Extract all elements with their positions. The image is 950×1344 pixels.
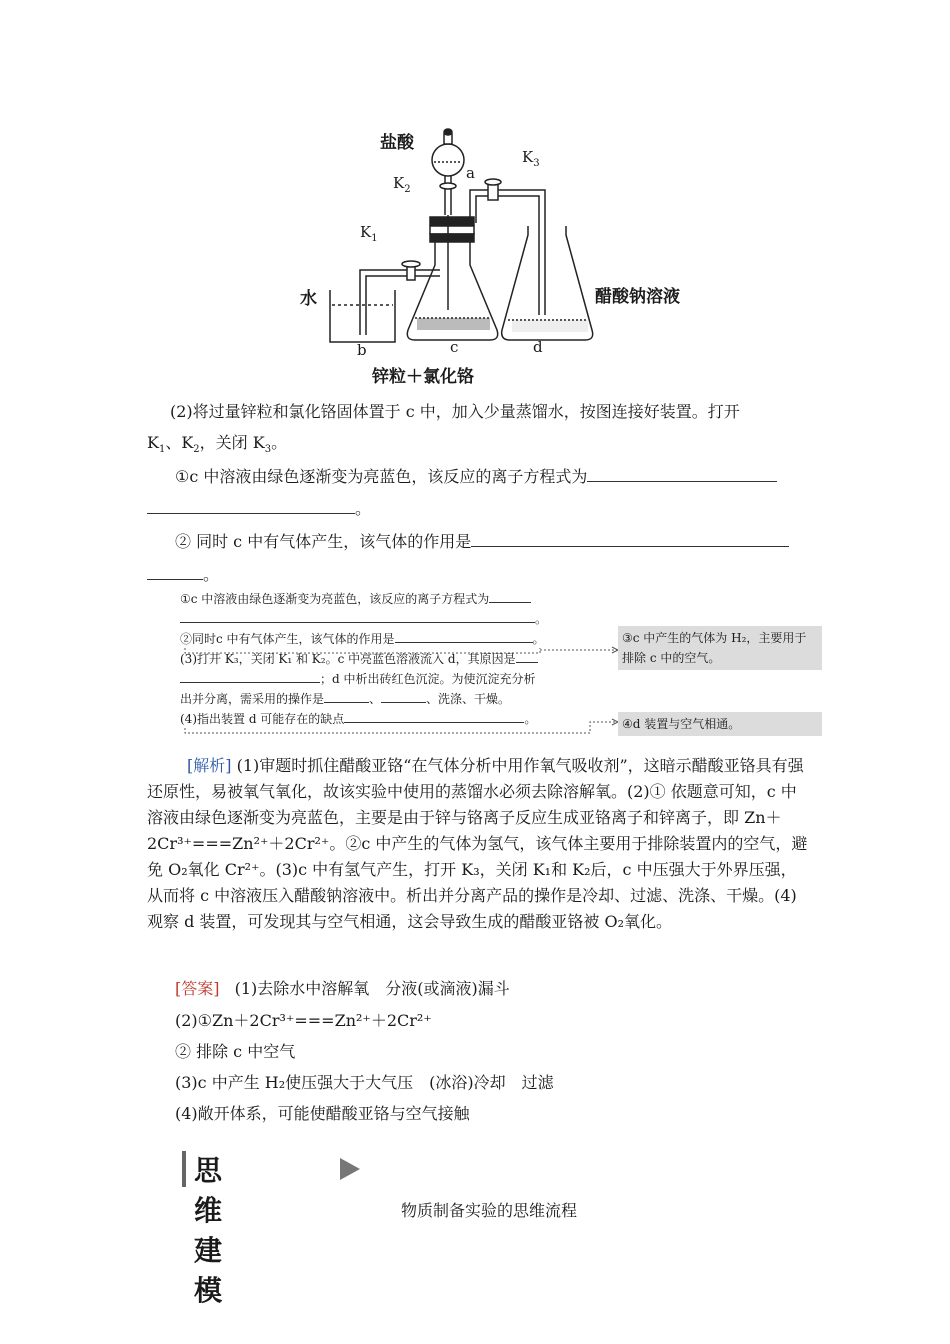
- apparatus-diagram: [290, 120, 710, 385]
- label-hcl: 盐酸: [380, 133, 414, 153]
- label-d: d: [533, 338, 543, 356]
- annotated-excerpt: ①c 中溶液由绿色逐渐变为亮蓝色，该反应的离子方程式为 。 ②同时c 中有气体产生，该气体的作用是 。 (3)打开 K₃，关闭 K₁ 和 K₂。c 中亮蓝色溶液流入 d，其原因是 ；d 中析出砖红色沉淀。为使沉淀充分析 出并分离，需采用的操作是 、 、洗涤、干燥。 (4)指出装置 d 可能存在的缺点 。: [180, 590, 600, 735]
- answer-line4: (3)c 中产生 H₂使压强大于大气压 (冰浴)冷却 过滤: [175, 1073, 554, 1092]
- label-zinc-chromium-chloride: 锌粒＋氯化铬: [372, 367, 474, 387]
- label-k1: $K_1$: [360, 223, 378, 244]
- answer-line2: (2)①Zn＋2Cr³⁺===Zn²⁺＋2Cr²⁺: [175, 1011, 432, 1030]
- answer-line1: [答案] (1)去除水中溶解氧 分液(或滴液)漏斗: [175, 979, 510, 998]
- play-triangle-icon: [338, 1156, 362, 1182]
- label-k2: $K_2$: [393, 174, 411, 195]
- question2-item2: ② 同时 c 中有气体产生，该气体的作用是: [175, 530, 789, 552]
- apparatus-drawing: [290, 120, 710, 385]
- question2-line2: $K_1$、$K_2$，关闭 $K_3$。: [147, 433, 288, 456]
- analysis-paragraph: [147, 753, 809, 935]
- analysis-text: (1)审题时抓住醋酸亚铬“在气体分析中用作氧气吸收剂”，这暗示醋酸亚铬具有强还原性，易被氧气氧化，故该实验中使用的蒸馏水必须去除溶解氧。(2)① 依题意可知，c 中溶液由绿色逐渐变为亮蓝色，主要是由于锌与铬离子反应生成亚铬离子和锌离子，即 Zn＋2Cr³⁺===Zn²⁺＋2Cr²⁺。②c 中产生的气体为氢气，该气体主要用于排除装置内的空气，避免 O₂氧化 Cr²⁺。(3)c 中有氢气产生，打开 K₃，关闭 K₁和 K₂后，c 中压强大于外界压强，从而将 c 中溶液压入醋酸钠溶液中。析出并分离产品的操作是冷却、过滤、洗涤、干燥。(4)观察 d 装置，可发现其与空气相通，这会导致生成的醋酸亚铬被 O₂氧化。: [147, 756, 808, 931]
- label-a: a: [466, 164, 475, 182]
- question2-line1: (2)将过量锌粒和氯化铬固体置于 c 中，加入少量蒸馏水，按图连接好装置。打开: [170, 402, 740, 421]
- answer-line5: (4)敞开体系，可能使醋酸亚铬与空气接触: [175, 1104, 470, 1123]
- annotation-arrows: [180, 590, 620, 735]
- heading-text: 思维建模: [194, 1154, 227, 1307]
- annotation-note-gas-purpose: ③c 中产生的气体为 H₂，主要用于 排除 c 中的空气。: [618, 626, 822, 670]
- label-sodium-acetate: 醋酸钠溶液: [595, 287, 680, 307]
- section-subtitle: 物质制备实验的思维流程: [401, 1201, 578, 1220]
- question2-item2-blank: 。: [147, 563, 219, 585]
- annotation-note-open-system: ④d 装置与空气相通。: [618, 712, 822, 736]
- answer-tag: [答案]: [175, 979, 220, 998]
- label-water: 水: [300, 289, 317, 309]
- label-b: b: [357, 341, 367, 359]
- question2-item1-blank: 。: [147, 497, 371, 519]
- analysis-tag: [解析]: [187, 756, 232, 775]
- heading-bar: [182, 1151, 186, 1187]
- question2-item1: ①c 中溶液由绿色逐渐变为亮蓝色，该反应的离子方程式为: [175, 465, 777, 487]
- label-c: c: [450, 338, 459, 356]
- label-k3: $K_3$: [522, 148, 540, 169]
- answer-line3: ② 排除 c 中空气: [175, 1042, 296, 1061]
